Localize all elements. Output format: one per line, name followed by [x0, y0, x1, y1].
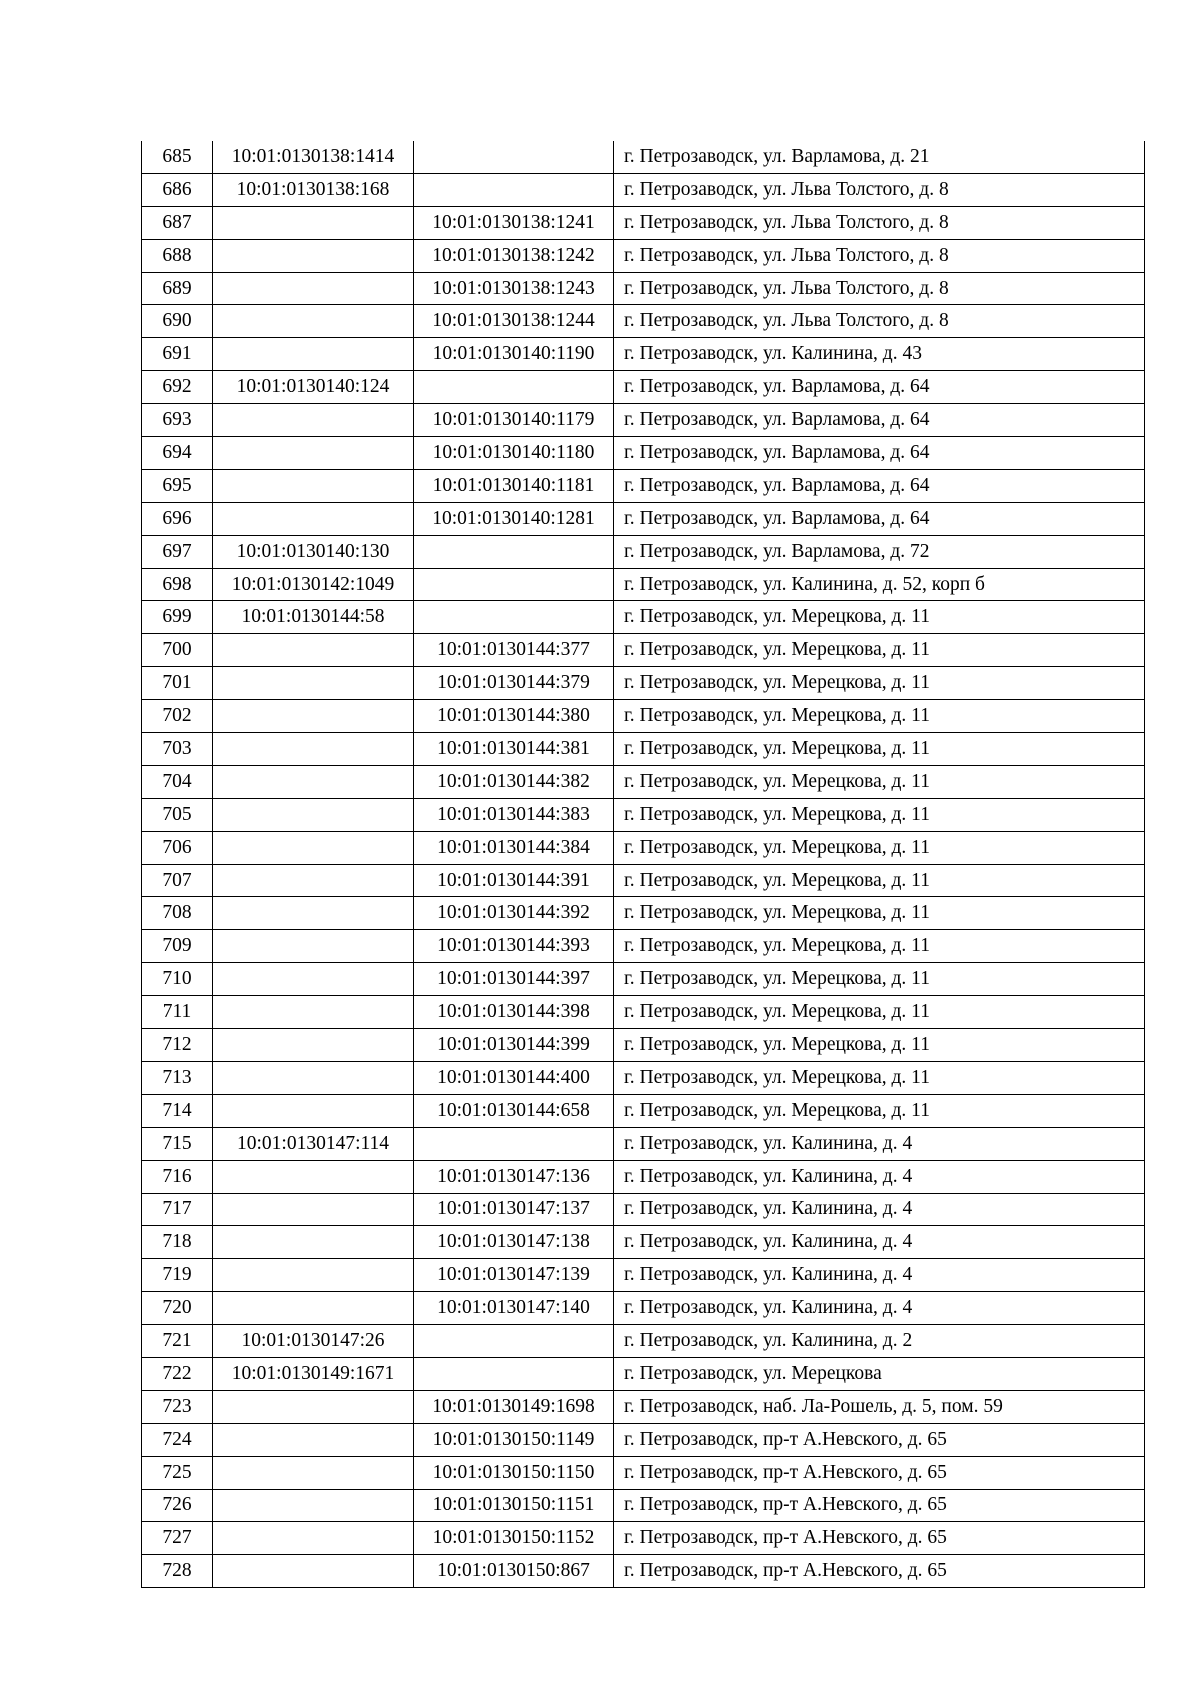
land-parcel-cadastral-number-cell [213, 338, 414, 371]
address-cell: г. Петрозаводск, ул. Мерецкова, д. 11 [614, 930, 1145, 963]
address-cell: г. Петрозаводск, ул. Варламова, д. 72 [614, 535, 1145, 568]
row-number-cell: 711 [142, 996, 213, 1029]
row-number-cell: 687 [142, 206, 213, 239]
address-cell: г. Петрозаводск, ул. Льва Толстого, д. 8 [614, 239, 1145, 272]
table-row [142, 1357, 1145, 1390]
address-cell: г. Петрозаводск, пр-т А.Невского, д. 65 [614, 1555, 1145, 1588]
land-parcel-cadastral-number-cell: 10:01:0130144:58 [213, 601, 414, 634]
land-parcel-cadastral-number-cell [213, 437, 414, 470]
address-cell: г. Петрозаводск, ул. Льва Толстого, д. 8 [614, 272, 1145, 305]
land-parcel-cadastral-number-cell [213, 831, 414, 864]
address-cell: г. Петрозаводск, ул. Мерецкова, д. 11 [614, 700, 1145, 733]
object-cadastral-number-cell: 10:01:0130138:1243 [414, 272, 614, 305]
address-cell: г. Петрозаводск, ул. Варламова, д. 21 [614, 141, 1145, 173]
table-row [142, 1127, 1145, 1160]
row-number-cell: 705 [142, 798, 213, 831]
table-row [142, 1259, 1145, 1292]
object-cadastral-number-cell: 10:01:0130144:400 [414, 1061, 614, 1094]
row-number-cell: 718 [142, 1226, 213, 1259]
object-cadastral-number-cell: 10:01:0130147:137 [414, 1193, 614, 1226]
address-cell: г. Петрозаводск, ул. Мерецкова [614, 1357, 1145, 1390]
object-cadastral-number-cell: 10:01:0130150:1152 [414, 1522, 614, 1555]
row-number-cell: 709 [142, 930, 213, 963]
object-cadastral-number-cell: 10:01:0130150:1149 [414, 1423, 614, 1456]
row-number-cell: 690 [142, 305, 213, 338]
table-row [142, 173, 1145, 206]
table-row [142, 1456, 1145, 1489]
object-cadastral-number-cell [414, 173, 614, 206]
object-cadastral-number-cell: 10:01:0130140:1190 [414, 338, 614, 371]
address-cell: г. Петрозаводск, ул. Варламова, д. 64 [614, 502, 1145, 535]
land-parcel-cadastral-number-cell [213, 765, 414, 798]
table-row [142, 1423, 1145, 1456]
land-parcel-cadastral-number-cell [213, 897, 414, 930]
address-cell: г. Петрозаводск, ул. Мерецкова, д. 11 [614, 996, 1145, 1029]
table-row [142, 765, 1145, 798]
object-cadastral-number-cell: 10:01:0130150:867 [414, 1555, 614, 1588]
table-row [142, 338, 1145, 371]
table-row [142, 1226, 1145, 1259]
address-cell: г. Петрозаводск, ул. Льва Толстого, д. 8 [614, 173, 1145, 206]
object-cadastral-number-cell: 10:01:0130138:1241 [414, 206, 614, 239]
land-parcel-cadastral-number-cell [213, 1160, 414, 1193]
table-row [142, 1029, 1145, 1062]
object-cadastral-number-cell [414, 371, 614, 404]
object-cadastral-number-cell: 10:01:0130144:399 [414, 1029, 614, 1062]
land-parcel-cadastral-number-cell [213, 667, 414, 700]
address-cell: г. Петрозаводск, ул. Мерецкова, д. 11 [614, 634, 1145, 667]
address-cell: г. Петрозаводск, ул. Калинина, д. 4 [614, 1226, 1145, 1259]
land-parcel-cadastral-number-cell [213, 305, 414, 338]
object-cadastral-number-cell: 10:01:0130144:384 [414, 831, 614, 864]
row-number-cell: 695 [142, 469, 213, 502]
address-cell: г. Петрозаводск, ул. Мерецкова, д. 11 [614, 667, 1145, 700]
row-number-cell: 717 [142, 1193, 213, 1226]
land-parcel-cadastral-number-cell [213, 733, 414, 766]
row-number-cell: 689 [142, 272, 213, 305]
object-cadastral-number-cell: 10:01:0130144:398 [414, 996, 614, 1029]
table-row [142, 996, 1145, 1029]
object-cadastral-number-cell [414, 535, 614, 568]
table-row [142, 634, 1145, 667]
object-cadastral-number-cell [414, 141, 614, 173]
table-row [142, 1061, 1145, 1094]
property-register-table [141, 141, 1145, 1588]
address-cell: г. Петрозаводск, ул. Мерецкова, д. 11 [614, 798, 1145, 831]
object-cadastral-number-cell: 10:01:0130144:658 [414, 1094, 614, 1127]
land-parcel-cadastral-number-cell: 10:01:0130147:114 [213, 1127, 414, 1160]
address-cell: г. Петрозаводск, пр-т А.Невского, д. 65 [614, 1522, 1145, 1555]
land-parcel-cadastral-number-cell [213, 1061, 414, 1094]
object-cadastral-number-cell [414, 1127, 614, 1160]
row-number-cell: 721 [142, 1325, 213, 1358]
land-parcel-cadastral-number-cell [213, 1522, 414, 1555]
table-row [142, 897, 1145, 930]
row-number-cell: 727 [142, 1522, 213, 1555]
row-number-cell: 686 [142, 173, 213, 206]
land-parcel-cadastral-number-cell [213, 1390, 414, 1423]
address-cell: г. Петрозаводск, ул. Варламова, д. 64 [614, 371, 1145, 404]
address-cell: г. Петрозаводск, ул. Мерецкова, д. 11 [614, 963, 1145, 996]
row-number-cell: 715 [142, 1127, 213, 1160]
address-cell: г. Петрозаводск, наб. Ла-Рошель, д. 5, пом. 59 [614, 1390, 1145, 1423]
row-number-cell: 710 [142, 963, 213, 996]
table-row [142, 141, 1145, 173]
table-row [142, 1489, 1145, 1522]
object-cadastral-number-cell: 10:01:0130144:380 [414, 700, 614, 733]
row-number-cell: 700 [142, 634, 213, 667]
object-cadastral-number-cell: 10:01:0130144:377 [414, 634, 614, 667]
row-number-cell: 726 [142, 1489, 213, 1522]
table-row [142, 535, 1145, 568]
address-cell: г. Петрозаводск, ул. Калинина, д. 43 [614, 338, 1145, 371]
land-parcel-cadastral-number-cell [213, 1456, 414, 1489]
address-cell: г. Петрозаводск, ул. Льва Толстого, д. 8 [614, 206, 1145, 239]
object-cadastral-number-cell: 10:01:0130140:1180 [414, 437, 614, 470]
object-cadastral-number-cell [414, 568, 614, 601]
address-cell: г. Петрозаводск, ул. Мерецкова, д. 11 [614, 864, 1145, 897]
row-number-cell: 694 [142, 437, 213, 470]
address-cell: г. Петрозаводск, ул. Льва Толстого, д. 8 [614, 305, 1145, 338]
land-parcel-cadastral-number-cell [213, 930, 414, 963]
land-parcel-cadastral-number-cell [213, 1555, 414, 1588]
table-row [142, 1555, 1145, 1588]
address-cell: г. Петрозаводск, ул. Калинина, д. 4 [614, 1127, 1145, 1160]
row-number-cell: 716 [142, 1160, 213, 1193]
row-number-cell: 714 [142, 1094, 213, 1127]
address-cell: г. Петрозаводск, ул. Мерецкова, д. 11 [614, 831, 1145, 864]
address-cell: г. Петрозаводск, пр-т А.Невского, д. 65 [614, 1456, 1145, 1489]
object-cadastral-number-cell: 10:01:0130140:1181 [414, 469, 614, 502]
object-cadastral-number-cell: 10:01:0130144:379 [414, 667, 614, 700]
address-cell: г. Петрозаводск, ул. Варламова, д. 64 [614, 404, 1145, 437]
land-parcel-cadastral-number-cell: 10:01:0130138:168 [213, 173, 414, 206]
land-parcel-cadastral-number-cell [213, 700, 414, 733]
address-cell: г. Петрозаводск, ул. Варламова, д. 64 [614, 469, 1145, 502]
table-row [142, 1193, 1145, 1226]
land-parcel-cadastral-number-cell [213, 1423, 414, 1456]
row-number-cell: 688 [142, 239, 213, 272]
object-cadastral-number-cell: 10:01:0130138:1244 [414, 305, 614, 338]
address-cell: г. Петрозаводск, ул. Калинина, д. 4 [614, 1292, 1145, 1325]
row-number-cell: 713 [142, 1061, 213, 1094]
table-row [142, 1522, 1145, 1555]
table-row [142, 437, 1145, 470]
address-cell: г. Петрозаводск, ул. Мерецкова, д. 11 [614, 733, 1145, 766]
row-number-cell: 719 [142, 1259, 213, 1292]
object-cadastral-number-cell: 10:01:0130150:1150 [414, 1456, 614, 1489]
row-number-cell: 712 [142, 1029, 213, 1062]
row-number-cell: 701 [142, 667, 213, 700]
land-parcel-cadastral-number-cell [213, 1226, 414, 1259]
row-number-cell: 720 [142, 1292, 213, 1325]
table-row [142, 469, 1145, 502]
row-number-cell: 723 [142, 1390, 213, 1423]
table-row [142, 1292, 1145, 1325]
table-row [142, 272, 1145, 305]
land-parcel-cadastral-number-cell [213, 963, 414, 996]
land-parcel-cadastral-number-cell [213, 206, 414, 239]
table-row [142, 239, 1145, 272]
table-row [142, 305, 1145, 338]
table-row [142, 864, 1145, 897]
table-row [142, 404, 1145, 437]
address-cell: г. Петрозаводск, ул. Калинина, д. 4 [614, 1193, 1145, 1226]
land-parcel-cadastral-number-cell [213, 996, 414, 1029]
object-cadastral-number-cell: 10:01:0130150:1151 [414, 1489, 614, 1522]
address-cell: г. Петрозаводск, ул. Калинина, д. 2 [614, 1325, 1145, 1358]
address-cell: г. Петрозаводск, ул. Калинина, д. 4 [614, 1160, 1145, 1193]
row-number-cell: 693 [142, 404, 213, 437]
object-cadastral-number-cell: 10:01:0130140:1281 [414, 502, 614, 535]
land-parcel-cadastral-number-cell [213, 798, 414, 831]
land-parcel-cadastral-number-cell: 10:01:0130140:124 [213, 371, 414, 404]
table-row [142, 667, 1145, 700]
row-number-cell: 692 [142, 371, 213, 404]
object-cadastral-number-cell: 10:01:0130147:140 [414, 1292, 614, 1325]
row-number-cell: 722 [142, 1357, 213, 1390]
land-parcel-cadastral-number-cell [213, 1094, 414, 1127]
land-parcel-cadastral-number-cell [213, 634, 414, 667]
object-cadastral-number-cell: 10:01:0130138:1242 [414, 239, 614, 272]
table-row [142, 371, 1145, 404]
address-cell: г. Петрозаводск, ул. Мерецкова, д. 11 [614, 1094, 1145, 1127]
row-number-cell: 697 [142, 535, 213, 568]
table-row [142, 733, 1145, 766]
table-body [142, 141, 1145, 1588]
row-number-cell: 706 [142, 831, 213, 864]
table-row [142, 831, 1145, 864]
table-row [142, 1160, 1145, 1193]
land-parcel-cadastral-number-cell [213, 1029, 414, 1062]
address-cell: г. Петрозаводск, ул. Мерецкова, д. 11 [614, 897, 1145, 930]
address-cell: г. Петрозаводск, ул. Калинина, д. 52, корп б [614, 568, 1145, 601]
table-row [142, 1094, 1145, 1127]
row-number-cell: 702 [142, 700, 213, 733]
row-number-cell: 728 [142, 1555, 213, 1588]
object-cadastral-number-cell: 10:01:0130144:391 [414, 864, 614, 897]
address-cell: г. Петрозаводск, ул. Мерецкова, д. 11 [614, 765, 1145, 798]
row-number-cell: 725 [142, 1456, 213, 1489]
table-row [142, 1325, 1145, 1358]
address-cell: г. Петрозаводск, пр-т А.Невского, д. 65 [614, 1423, 1145, 1456]
land-parcel-cadastral-number-cell [213, 864, 414, 897]
address-cell: г. Петрозаводск, ул. Мерецкова, д. 11 [614, 1029, 1145, 1062]
object-cadastral-number-cell: 10:01:0130144:383 [414, 798, 614, 831]
object-cadastral-number-cell: 10:01:0130147:136 [414, 1160, 614, 1193]
object-cadastral-number-cell: 10:01:0130149:1698 [414, 1390, 614, 1423]
row-number-cell: 696 [142, 502, 213, 535]
table-row [142, 206, 1145, 239]
land-parcel-cadastral-number-cell [213, 404, 414, 437]
land-parcel-cadastral-number-cell [213, 272, 414, 305]
row-number-cell: 708 [142, 897, 213, 930]
address-cell: г. Петрозаводск, ул. Калинина, д. 4 [614, 1259, 1145, 1292]
row-number-cell: 724 [142, 1423, 213, 1456]
object-cadastral-number-cell: 10:01:0130144:393 [414, 930, 614, 963]
object-cadastral-number-cell: 10:01:0130147:138 [414, 1226, 614, 1259]
land-parcel-cadastral-number-cell [213, 502, 414, 535]
land-parcel-cadastral-number-cell [213, 1292, 414, 1325]
table-row [142, 568, 1145, 601]
object-cadastral-number-cell: 10:01:0130144:392 [414, 897, 614, 930]
land-parcel-cadastral-number-cell [213, 469, 414, 502]
land-parcel-cadastral-number-cell [213, 1489, 414, 1522]
row-number-cell: 699 [142, 601, 213, 634]
land-parcel-cadastral-number-cell: 10:01:0130149:1671 [213, 1357, 414, 1390]
row-number-cell: 698 [142, 568, 213, 601]
table-row [142, 601, 1145, 634]
address-cell: г. Петрозаводск, ул. Мерецкова, д. 11 [614, 1061, 1145, 1094]
row-number-cell: 691 [142, 338, 213, 371]
object-cadastral-number-cell [414, 1325, 614, 1358]
row-number-cell: 707 [142, 864, 213, 897]
object-cadastral-number-cell: 10:01:0130144:382 [414, 765, 614, 798]
row-number-cell: 704 [142, 765, 213, 798]
table-row [142, 700, 1145, 733]
land-parcel-cadastral-number-cell [213, 1193, 414, 1226]
object-cadastral-number-cell: 10:01:0130140:1179 [414, 404, 614, 437]
object-cadastral-number-cell: 10:01:0130144:381 [414, 733, 614, 766]
land-parcel-cadastral-number-cell: 10:01:0130140:130 [213, 535, 414, 568]
land-parcel-cadastral-number-cell: 10:01:0130138:1414 [213, 141, 414, 173]
row-number-cell: 703 [142, 733, 213, 766]
table-row [142, 1390, 1145, 1423]
table-row [142, 930, 1145, 963]
object-cadastral-number-cell [414, 601, 614, 634]
table-row [142, 798, 1145, 831]
land-parcel-cadastral-number-cell: 10:01:0130147:26 [213, 1325, 414, 1358]
address-cell: г. Петрозаводск, ул. Варламова, д. 64 [614, 437, 1145, 470]
land-parcel-cadastral-number-cell [213, 239, 414, 272]
table-row [142, 963, 1145, 996]
object-cadastral-number-cell: 10:01:0130144:397 [414, 963, 614, 996]
object-cadastral-number-cell [414, 1357, 614, 1390]
address-cell: г. Петрозаводск, пр-т А.Невского, д. 65 [614, 1489, 1145, 1522]
land-parcel-cadastral-number-cell: 10:01:0130142:1049 [213, 568, 414, 601]
address-cell: г. Петрозаводск, ул. Мерецкова, д. 11 [614, 601, 1145, 634]
row-number-cell: 685 [142, 141, 213, 173]
table-row [142, 502, 1145, 535]
land-parcel-cadastral-number-cell [213, 1259, 414, 1292]
object-cadastral-number-cell: 10:01:0130147:139 [414, 1259, 614, 1292]
